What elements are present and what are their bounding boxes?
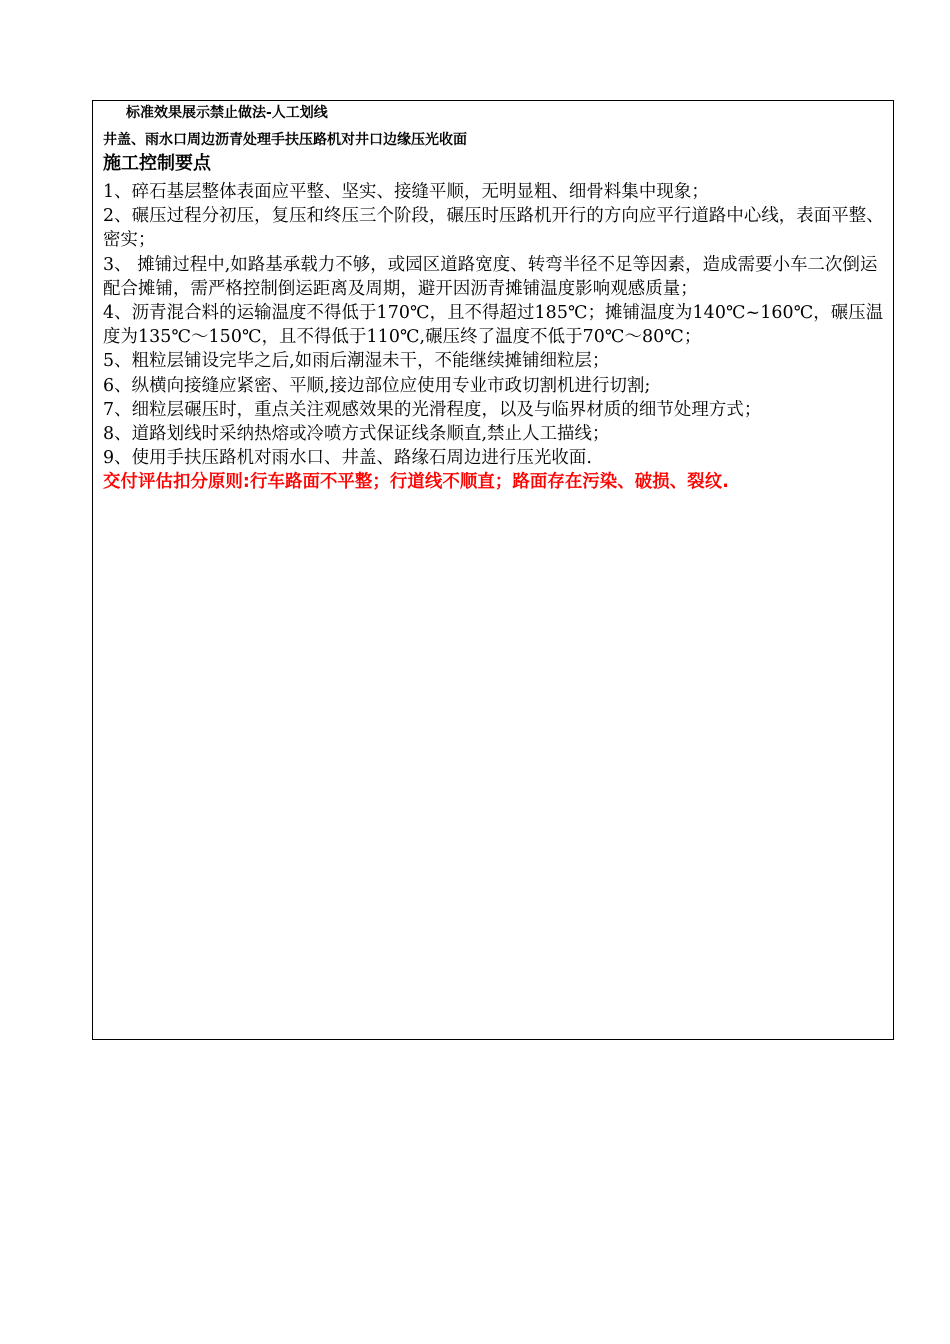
control-point-item-9: 9、使用手扶压路机对雨水口、井盖、路缘石周边进行压光收面. — [103, 448, 593, 469]
control-point-item-4: 4、沥青混合料的运输温度不得低于170℃，且不得超过185℃；摊铺温度为140℃~160℃，碾压温度为135℃～150℃，且不得低于110℃,碾压终了温度不低于70℃～80℃； — [103, 303, 884, 348]
image-caption-manhole-treatment: 井盖、雨水口周边沥青处理手扶压路机对井口边缘压光收面 — [103, 132, 467, 148]
control-point-item-2: 2、碾压过程分初压，复压和终压三个阶段，碾压时压路机开行的方向应平行道路中心线，表面平整、密实； — [103, 206, 884, 251]
section-heading: 施工控制要点 — [103, 153, 211, 174]
control-points-list — [103, 180, 887, 495]
deduction-principle-note: 交付评估扣分原则:行车路面不平整；行道线不顺直；路面存在污染、破损、裂纹. — [103, 472, 729, 493]
control-point-item-6: 6、纵横向接缝应紧密、平顺,接边部位应使用专业市政切割机进行切割; — [103, 375, 651, 396]
control-point-item-3: 3、 摊铺过程中,如路基承载力不够，或园区道路宽度、转弯半径不足等因素，造成需要小车二次倒运配合摊铺，需严格控制倒运距离及周期，避开因沥青摊铺温度影响观感质量； — [103, 254, 878, 299]
control-point-item-8: 8、道路划线时采纳热熔或冷喷方式保证线条顺直,禁止人工描线； — [103, 424, 610, 445]
control-point-item-7: 7、细粒层碾压时，重点关注观感效果的光滑程度，以及与临界材质的细节处理方式； — [103, 399, 762, 420]
control-point-item-1: 1、碎石基层整体表面应平整、坚实、接缝平顺，无明显粗、细骨料集中现象； — [103, 182, 709, 202]
control-point-item-5: 5、粗粒层铺设完毕之后,如雨后潮湿未干，不能继续摊铺细粒层； — [103, 351, 610, 372]
image-caption-standard-effect: 标准效果展示禁止做法-人工划线 — [126, 105, 328, 121]
